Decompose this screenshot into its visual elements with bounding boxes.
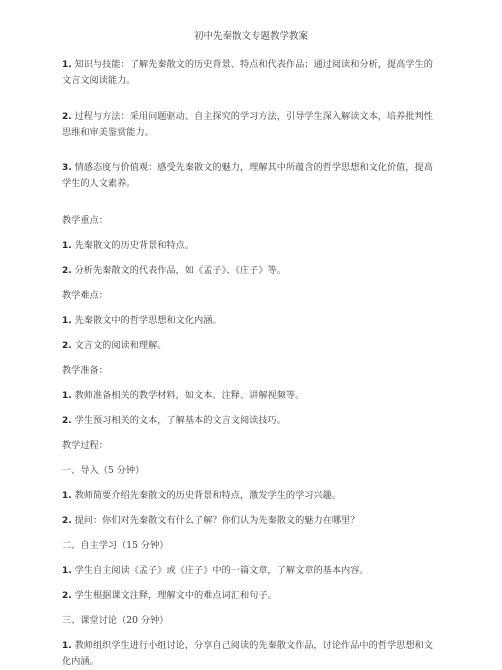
paragraph-text: 教师准备相关的教学材料，如文本、注释、讲解视频等。 xyxy=(71,390,305,401)
section-heading xyxy=(62,438,438,454)
paragraph xyxy=(62,588,438,604)
document-title: 初中先秦散文专题教学教案 xyxy=(193,31,308,42)
paragraph-text: 分析先秦散文的代表作品，如《孟子》、《庄子》等。 xyxy=(71,265,286,276)
paragraph xyxy=(62,238,438,254)
paragraph xyxy=(62,513,438,529)
section-heading xyxy=(62,288,438,304)
paragraph xyxy=(62,413,438,429)
paragraph-text: 学生预习相关的文本，了解基本的文言文阅读技巧。 xyxy=(71,415,286,426)
paragraph-text: 提问：你们对先秦散文有什么了解？你们认为先秦散文的魅力在哪里？ xyxy=(71,515,360,526)
paragraph-text: 教学准备： xyxy=(62,365,108,376)
paragraph-text: 学生根据课文注释，理解文中的难点词汇和句子。 xyxy=(71,590,277,601)
item-number: 1. xyxy=(62,391,72,401)
paragraph xyxy=(62,488,438,504)
item-number: 2. xyxy=(62,416,72,426)
paragraph-text: 知识与技能：了解先秦散文的历史背景、特点和代表作品；通过阅读和分析，提高学生的文言文阅读能力。 xyxy=(62,59,433,86)
paragraph-text: 文言文的阅读和理解。 xyxy=(71,340,167,351)
section-heading xyxy=(62,213,438,229)
paragraph-text: 教师简要介绍先秦散文的历史背景和特点，激发学生的学习兴趣。 xyxy=(71,490,342,501)
paragraph-text: 二、自主学习（15 分钟） xyxy=(62,540,169,551)
section-heading xyxy=(62,613,438,629)
item-number: 1. xyxy=(62,641,72,651)
paragraph-text: 情感态度与价值观：感受先秦散文的魅力，理解其中所蕴含的哲学思想和文化价值，提高学生的人文素养。 xyxy=(62,162,433,189)
paragraph xyxy=(62,338,438,354)
section-heading xyxy=(62,538,438,554)
item-number: 1. xyxy=(62,491,72,501)
paragraph-text: 先秦散文中的哲学思想和文化内涵。 xyxy=(71,315,222,326)
paragraph-text: 三、课堂讨论（20 分钟） xyxy=(62,615,169,626)
paragraph-text: 学生自主阅读《孟子》或《庄子》中的一篇文章，了解文章的基本内容。 xyxy=(71,565,369,576)
paragraph-text: 过程与方法：采用问题驱动、自主探究的学习方法，引导学生深入解读文本，培养批判性思维和审美鉴赏能力。 xyxy=(62,111,433,138)
paragraph xyxy=(62,109,438,141)
item-number: 2. xyxy=(62,266,72,276)
paragraph-text: 教学难点： xyxy=(62,290,108,301)
paragraph-text: 先秦散文的历史背景和特点。 xyxy=(71,240,195,251)
item-number: 2. xyxy=(62,516,72,526)
section-heading xyxy=(62,363,438,379)
paragraph xyxy=(62,57,438,89)
paragraph xyxy=(62,263,438,279)
item-number: 1. xyxy=(62,566,72,576)
item-number: 1. xyxy=(62,60,72,70)
item-number: 2. xyxy=(62,591,72,601)
section-heading xyxy=(62,463,438,479)
item-number: 1. xyxy=(62,316,72,326)
paragraph-text: 教学重点： xyxy=(62,215,108,226)
paragraph-text: 教学过程： xyxy=(62,440,108,451)
item-number: 2. xyxy=(62,341,72,351)
item-number: 3. xyxy=(62,163,72,173)
paragraph xyxy=(62,313,438,329)
item-number: 1. xyxy=(62,241,72,251)
paragraph xyxy=(62,160,438,192)
paragraph xyxy=(62,563,438,579)
paragraph xyxy=(62,388,438,404)
paragraph xyxy=(62,638,438,670)
item-number: 2. xyxy=(62,112,72,122)
paragraph-text: 教师组织学生进行小组讨论，分享自己阅读的先秦散文作品，讨论作品中的哲学思想和文化内涵。 xyxy=(62,640,433,667)
paragraph-text: 一、导入（5 分钟） xyxy=(62,465,145,476)
